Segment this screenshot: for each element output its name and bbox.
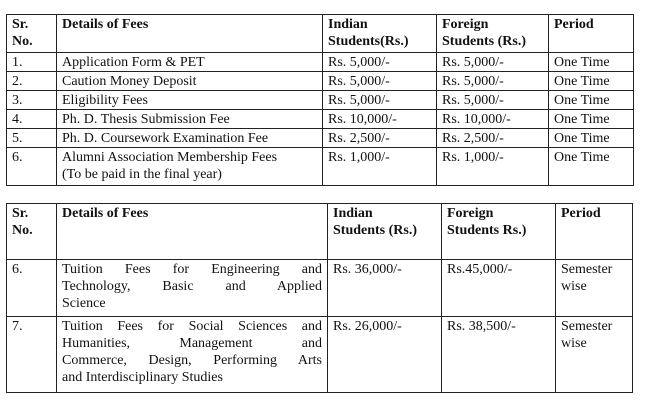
table-row — [7, 72, 634, 91]
cell-sr: 3. — [7, 91, 57, 110]
cell-period: One Time — [549, 148, 634, 186]
header-sr-no: Sr. No. — [7, 15, 57, 53]
details-note: (To be paid in the final year) — [62, 167, 222, 182]
cell-indian-fee: Rs. 1,000/- — [323, 148, 437, 186]
header-foreign-students: Foreign Students (Rs.) — [437, 15, 549, 53]
cell-period: One Time — [549, 72, 634, 91]
header-indian-students: Indian Students(Rs.) — [323, 15, 437, 53]
cell-sr: 5. — [7, 129, 57, 148]
table-row — [7, 317, 633, 393]
cell-details: Caution Money Deposit — [57, 72, 323, 91]
cell-sr: 7. — [7, 317, 57, 393]
cell-details: Ph. D. Thesis Submission Fee — [57, 110, 323, 129]
cell-indian-fee: Rs. 10,000/- — [323, 110, 437, 129]
header-period: Period — [549, 15, 634, 53]
header-period: Period — [556, 204, 633, 260]
cell-period: One Time — [549, 53, 634, 72]
cell-period: One Time — [549, 91, 634, 110]
cell-foreign-fee: Rs. 2,500/- — [437, 129, 549, 148]
table-row — [7, 110, 634, 129]
cell-foreign-fee: Rs. 5,000/- — [437, 53, 549, 72]
cell-indian-fee: Rs. 2,500/- — [323, 129, 437, 148]
cell-period: One Time — [549, 129, 634, 148]
cell-foreign-fee: Rs. 5,000/- — [437, 72, 549, 91]
cell-foreign-fee: Rs. 38,500/- — [442, 317, 556, 393]
cell-details: Application Form & PET — [57, 53, 323, 72]
fees-table-one-time — [6, 14, 634, 186]
cell-indian-fee: Rs. 5,000/- — [323, 91, 437, 110]
cell-sr: 6. — [7, 260, 57, 317]
cell-sr: 2. — [7, 72, 57, 91]
cell-indian-fee: Rs. 5,000/- — [323, 53, 437, 72]
header-sr-no: Sr. No. — [7, 204, 57, 260]
cell-details: Eligibility Fees — [57, 91, 323, 110]
cell-foreign-fee: Rs. 5,000/- — [437, 91, 549, 110]
cell-indian-fee: Rs. 5,000/- — [323, 72, 437, 91]
cell-details: Alumni Association Membership Fees (To be paid in the final year) — [57, 148, 323, 186]
header-indian-students: Indian Students (Rs.) — [328, 204, 442, 260]
cell-sr: 4. — [7, 110, 57, 129]
cell-sr: 6. — [7, 148, 57, 186]
header-details: Details of Fees — [57, 15, 323, 53]
table-header-row — [7, 15, 634, 53]
cell-details: Ph. D. Coursework Examination Fee — [57, 129, 323, 148]
table-row — [7, 91, 634, 110]
table-header-row — [7, 204, 633, 260]
cell-foreign-fee: Rs.45,000/- — [442, 260, 556, 317]
cell-foreign-fee: Rs. 10,000/- — [437, 110, 549, 129]
table-row — [7, 53, 634, 72]
table-row — [7, 129, 634, 148]
cell-details: Tuition Fees for Engineering and Technology, Basic and Applied Science — [57, 260, 328, 317]
cell-period: Semester wise — [556, 260, 633, 317]
cell-period: One Time — [549, 110, 634, 129]
header-details: Details of Fees — [57, 204, 328, 260]
cell-foreign-fee: Rs. 1,000/- — [437, 148, 549, 186]
cell-sr: 1. — [7, 53, 57, 72]
table-row — [7, 148, 634, 186]
cell-indian-fee: Rs. 36,000/- — [328, 260, 442, 317]
fees-table-semester — [6, 203, 633, 393]
cell-details: Tuition Fees for Social Sciences and Humanities, Management and Commerce, Design, Performing Arts and Interdisciplinary Studies — [57, 317, 328, 393]
cell-period: Semester wise — [556, 317, 633, 393]
table-row — [7, 260, 633, 317]
cell-indian-fee: Rs. 26,000/- — [328, 317, 442, 393]
header-foreign-students: Foreign Students Rs.) — [442, 204, 556, 260]
